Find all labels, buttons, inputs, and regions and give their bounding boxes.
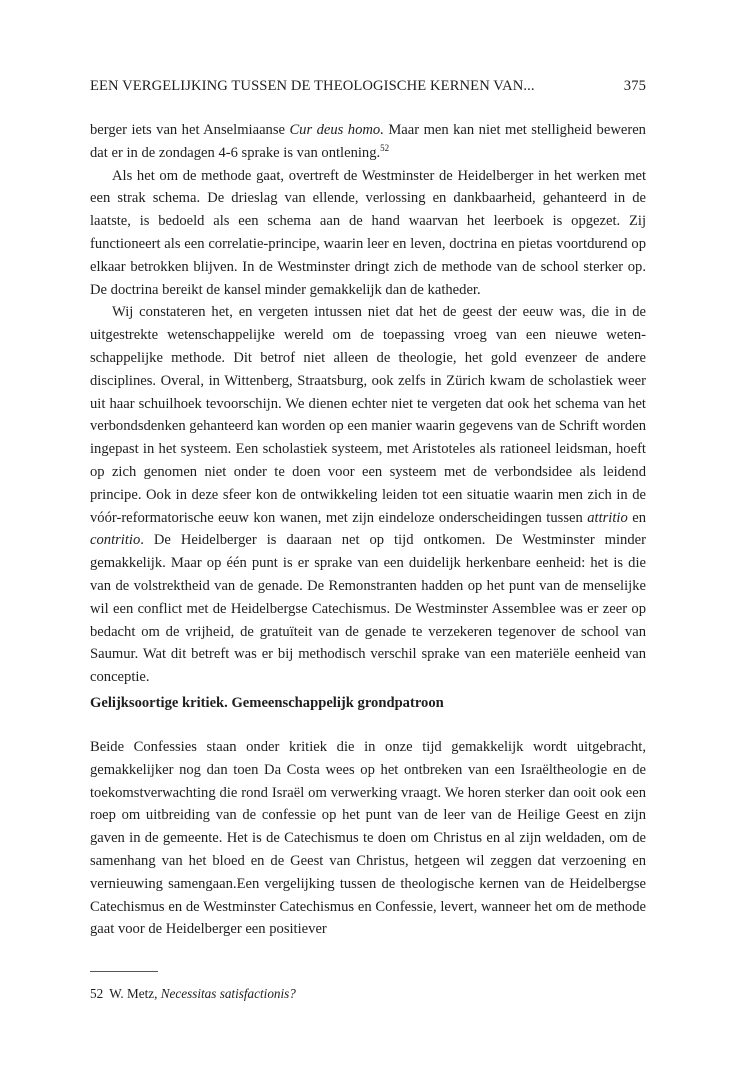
paragraph-scholasticism (90, 301, 646, 689)
section-heading: Gelijksoortige kritiek. Gemeenschappelijk grondpatroon (90, 695, 444, 711)
page-number: 375 (623, 78, 646, 94)
footnote-author: W. Metz, (109, 986, 161, 1001)
paragraph-continued (90, 119, 646, 165)
footnote-reference: 52 (380, 142, 390, 153)
para3-italic-attritio: attritio (587, 509, 628, 526)
para1-text-a: berger iets van het Anselmiaanse (90, 122, 290, 138)
body-text-upper (90, 119, 646, 689)
footnote-number: 52 (90, 986, 104, 1001)
para1-text-b: Maar men kan niet met stelligheid beweren dat er in de zondagen 4-6 sprake is van ontlening. (90, 122, 646, 161)
footnote-divider (90, 971, 158, 972)
para1-italic-title: Cur deus homo. (289, 122, 384, 138)
footnote-title: Necessitas satisfactionis? (160, 986, 296, 1001)
paragraph-method: Als het om de methode gaat, overtreft de Westminster de Heidelberger in het werken met een strak schema. De drieslag van ellende, verlossing en dankbaarheid, gehanteerd in de laatste, is bedoeld als een schema aan de hand waarvan het leerboek is opgezet. Zij functioneert als een correlatie-principe, waarin leer en leven, doctrina en pietas voortdurend op elkaar betrokken blijven. In de Westminster dringt zich de methode van de school sterker op. De doctrina bereikt de kansel minder gemakkelijk dan de katheder. (90, 167, 646, 298)
running-title: EEN VERGELIJKING TUSSEN DE THEOLOGISCHE KERNEN VAN... (90, 78, 535, 94)
para3-text-b: en (627, 509, 646, 526)
body-text-lower (90, 736, 646, 941)
para3-italic-contritio: contritio (90, 532, 141, 549)
para3-text-c: . De Heidelberger is daaraan net op tijd ontkomen. De Westminster minder gemakkelijk. Maar op één punt is er sprake van een duidelijk herkenbare eenheid: het is die van de volstrektheid van de genade. De Remonstranten hadden op het punt van de menselijke wil een conflict met de Heidelbergse Catechismus. De Westminster Assemblee was er zeer op bedacht om de vrijheid, de gratuïteit van de genade te verzekeren tegenover de school van Saumur. Wat dit betreft was er bij methodisch verschil sprake van een materiële eenheid van conceptie. (90, 532, 646, 686)
footnote (90, 985, 296, 1003)
para3-text-a: Wij constateren het, en vergeten intussen niet dat het de geest der eeuw was, die in de uitgestrekte wetenschappelijke wereld om de toepassing vroeg van een nieuwe wetenschappelijke methode. Dit betrof niet alleen de theologie, het gold evenzeer de andere disciplines. Overal, in Wittenberg, Straatsburg, ook zelfs in Zürich kwam de scholastiek weer uit haar schuilhoek tevoorschijn. We dienen echter niet te vergeten dat ook het schema van het verbondsdenken gehanteerd kan worden op een manier waarin gegevens van de Schrift worden ingepast in het systeem. Een scholastiek systeem, met Aristoteles als rationeel leidsman, hoeft op zich genomen niet onder te doen voor een systeem met de verbondsidee als leidend principe. Ook in deze sfeer kon de ontwikkeling leiden tot een situatie waarin men zich in de vóór-reformatorische eeuw kon wanen, met zijn eindeloze onderscheidingen tussen (90, 304, 646, 526)
paragraph-criticism: Beide Confessies staan onder kritiek die in onze tijd gemakkelijk wordt uitgebracht, gemakkelijker nog dan toen Da Costa wees op het ontbreken van een Israëltheologie en de toekomstverwachting die rond Israël om verwerking vraagt. We horen sterker dan ooit ook een roep om uitbreiding van de confessie op het punt van de leer van de Heilige Geest en zijn gaven in de gemeente. Het is de Catechismus te doen om Christus en al zijn weldaden, om de samenhang van het bloed en de Geest van Christus, hetgeen wil zeggen dat verzoening en vernieuwing samengaan.Een vergelijking tussen de theologische kernen van de Heidelbergse Catechismus en de Westminster Catechismus en Confessie, levert, wanneer het om de methode gaat voor de Heidelberger een positiever (90, 739, 646, 938)
